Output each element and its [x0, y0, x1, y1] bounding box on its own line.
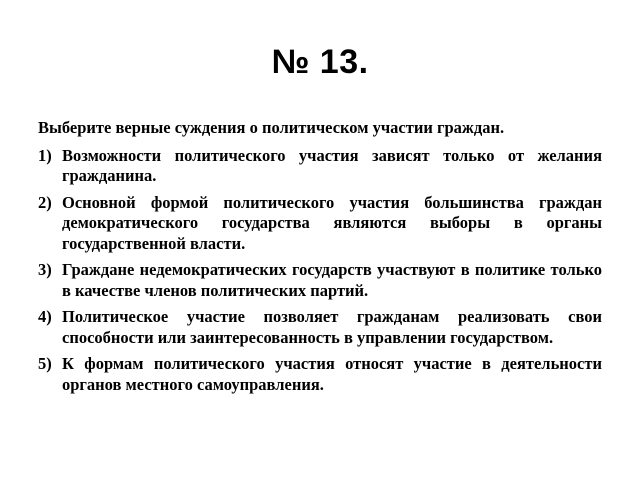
list-item [38, 307, 602, 348]
item-text: Возможности политического участия зависят только от желания гражданина. [62, 145, 602, 185]
item-number: 4) [38, 307, 52, 326]
slide-title: № 13. [271, 43, 369, 81]
item-text: Граждане недемократических государств участвуют в политике только в качестве членов политических партий. [62, 260, 602, 300]
item-number: 1) [38, 145, 52, 165]
item-number: 3) [38, 260, 52, 279]
list-item [38, 146, 602, 187]
item-number: 5) [38, 354, 52, 373]
item-text: К формам политического участия относят участие в деятельности органов местного самоуправления. [62, 354, 602, 394]
list-item [38, 260, 602, 301]
item-text: Основной формой политического участия большинства граждан демократического государства являются выборы в органы государственной власти. [62, 192, 602, 253]
list-item [38, 193, 602, 255]
list-item [38, 354, 602, 395]
question-intro: Выберите верные суждения о политическом участии граждан. [38, 118, 505, 137]
item-text: Политическое участие позволяет гражданам реализовать свои способности или заинтересованность в управлении государством. [62, 307, 602, 347]
answer-list [38, 146, 602, 396]
item-number: 2) [38, 192, 52, 212]
question-body [38, 118, 602, 401]
